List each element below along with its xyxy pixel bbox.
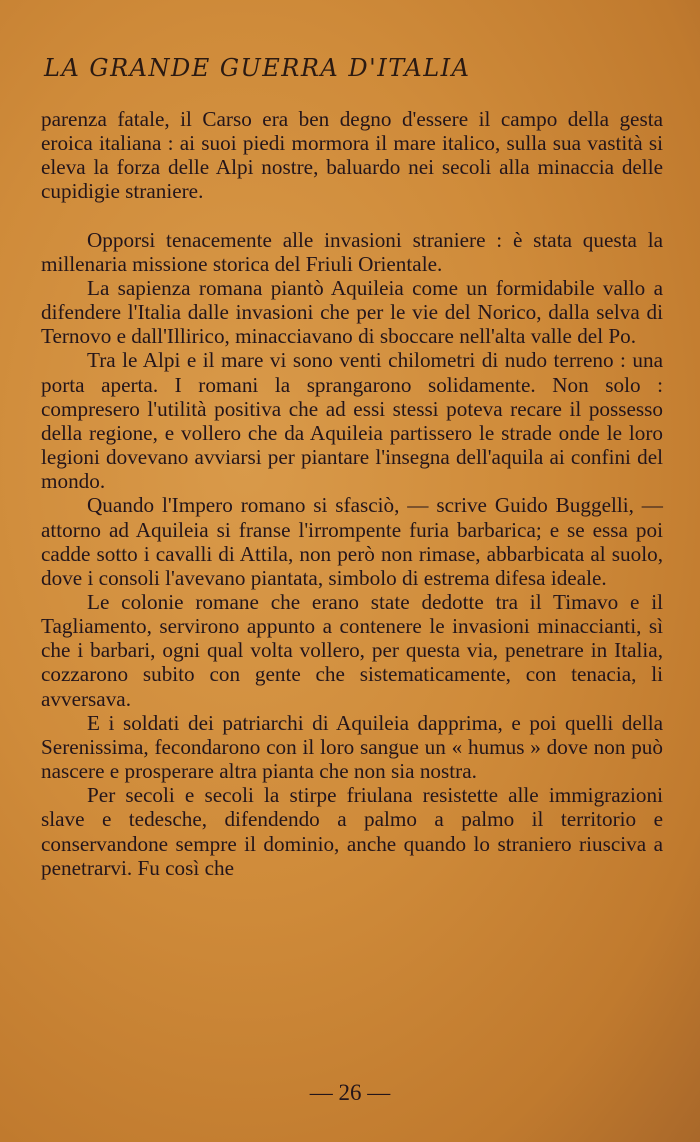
paragraph: parenza fatale, il Carso era ben degno d'essere il campo della gesta eroica italiana : ai suoi piedi mormora il mare italico, sulla sua vastità si eleva la forza delle Alpi nostre, baluardo nei secoli alla minaccia delle cupidigie straniere.: [41, 107, 663, 204]
paragraph: Opporsi tenacemente alle invasioni straniere : è stata questa la millenaria missione storica del Friuli Orientale.: [41, 227, 663, 276]
paragraph: La sapienza romana piantò Aquileia come un formidabile vallo a difendere l'Italia dalle invasioni che per le vie del Norico, dalla selva di Ternovo e dall'Illirico, minacciavano di sboccare nell'alta valle del Po.: [41, 275, 663, 349]
paragraph: Le colonie romane che erano state dedotte tra il Timavo e il Tagliamento, servirono appunto a contenere le invasioni minaccianti, sì che i barbari, ogni qual volta vollero, per questa via, penetrare in Italia, cozzarono subito con gente che sistematicamente, con tenacia, li avversava.: [41, 589, 663, 711]
paragraph: Quando l'Impero romano si sfasciò, — scrive Guido Buggelli, — attorno ad Aquileia si franse l'irrompente furia barbarica; e se essa poi cadde sotto i cavalli di Attila, non però non rimase, abbarbicata al suolo, dove i consoli l'avevano piantata, simbolo di estrema difesa ideale.: [41, 493, 663, 590]
running-head: LA GRANDE GUERRA D'ITALIA: [44, 54, 471, 82]
paragraph: Tra le Alpi e il mare vi sono venti chilometri di nudo terreno : una porta aperta. I romani la sprangarono solidamente. Non solo : compresero l'utilità positiva che ad essi stessi poteva recare il possesso della regione, e vollero che da Aquileia partissero le strade onde le loro legioni dovevano avviarsi per piantare l'insegna dell'aquila ai confini del mondo.: [41, 348, 663, 494]
page-number: — 26 —: [309, 1080, 391, 1105]
body-text: [41, 107, 663, 880]
paragraph: E i soldati dei patriarchi di Aquileia dapprima, e poi quelli della Serenissima, fecondarono con il loro sangue un « humus » dove non può nascere e prosperare altra pianta che non sia nostra.: [41, 710, 663, 784]
paragraph: Per secoli e secoli la stirpe friulana resistette alle immigrazioni slave e tedesche, difendendo a palmo a palmo il territorio e conservandone sempre il dominio, anche quando lo straniero riusciva a penetrarvi. Fu così che: [41, 783, 663, 880]
